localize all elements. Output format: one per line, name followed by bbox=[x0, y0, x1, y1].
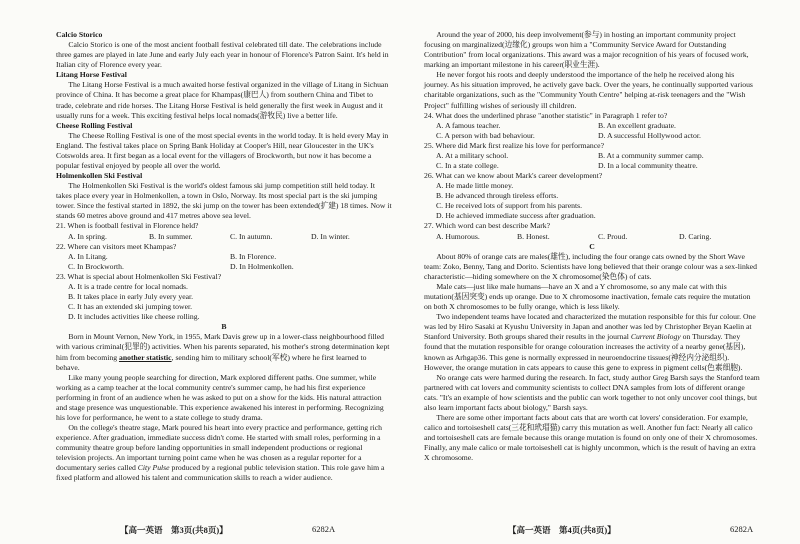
para-holmenkollen: The Holmenkollen Ski Festival is the world's oldest famous ski jump competition still held today. It takes place every year in Holmenkollen, a town in Oslo, Norway. Its most special part is the ski jumping tower. Since the festival started in 1892, the ski jump on the tower has been extended(扩建) 18 times. Now it stands 60 metres above ground and 417 metres above sea level. bbox=[56, 181, 392, 221]
heading-calcio: Calcio Storico bbox=[56, 30, 103, 39]
series-title: City Pulse bbox=[137, 463, 170, 473]
question-27-options bbox=[424, 232, 760, 242]
option: C. It has an extended ski jumping tower. bbox=[68, 302, 193, 312]
option: B. It takes place in early July every year. bbox=[68, 292, 194, 302]
option: A. A famous teacher. bbox=[436, 120, 501, 130]
question-22: 22. Where can visitors meet Khampas? bbox=[56, 241, 177, 251]
journal-title: Current Biology bbox=[630, 332, 681, 342]
option: A. He made little money. bbox=[436, 181, 514, 191]
option: D. In a local community theatre. bbox=[598, 161, 698, 171]
footer-code-left: 6282A bbox=[312, 524, 336, 534]
underlined-phrase: another statistic bbox=[118, 352, 172, 362]
question-22-options bbox=[56, 252, 392, 272]
para-b5: He never forgot his roots and deeply understood the importance of the help he received along his journey. As his situation improved, he actively gave back. Over the years, he continually supported various charitable organizations, such as the "Community Youth Centre" helping at-risk teenagers and the "Wish Project" fulfilling wishes of seriously ill children. bbox=[424, 70, 753, 110]
option: C. In autumn. bbox=[230, 231, 273, 241]
option: B. In Florence. bbox=[230, 251, 277, 261]
option: D. A successful Hollywood actor. bbox=[598, 130, 701, 140]
para-b4: Around the year of 2000, his deep involvement(参与) in hosting an important community project focusing on marginalized(边缘化) groups won him a "Community Service Award for Outstanding Contribution" from local organizations. This award was a major recognition of his years of focused work, marking an important milestone in his career(职业生涯). bbox=[424, 30, 749, 70]
para-b1: Born in Mount Vernon, New York, in 1955, Mark Davis grew up in a lower-class neighbourhood filled with various criminal(犯罪的) activities. When his parents separated, his mother's strong determination kept him from becoming another statistic, sending him to military school(军校) where he first learned to behave. bbox=[56, 332, 390, 372]
para-litang: The Litang Horse Festival is a much awaited horse festival organized in the village of Litang in Sichuan province of China. It has become a great place for Khampas(康巴人) from southern China and Tibet to trade, celebrate and ride horses. The Litang Horse Festival is held generally the first week in August and it usually runs for a week. This exciting festival helps local nomads(游牧民) live a better life. bbox=[56, 80, 389, 120]
option: A. Humorous. bbox=[436, 231, 480, 241]
section-b-heading: B bbox=[221, 322, 227, 332]
option: C. A person with bad behaviour. bbox=[436, 130, 535, 140]
option: B. At a community summer camp. bbox=[598, 150, 704, 160]
heading-holmenkollen: Holmenkollen Ski Festival bbox=[56, 171, 143, 181]
option: A. It is a trade centre for local nomads. bbox=[68, 281, 188, 291]
para-c1: About 80% of orange cats are males(雄性), including the four orange cats owned by the Short Wave team: Zoko, Benny, Tang and Dorito. Scientists have long believed that their orange colour was a sex-linked characteristic—hiding somewhere on the X chromosome(染色体) of cats. bbox=[424, 251, 757, 281]
right-column bbox=[424, 30, 760, 463]
para-b3: On the college's theatre stage, Mark poured his heart into every practice and performance, getting rich experience. After graduation, immediate success didn't come. He started with small roles, performing in a community theatre group before landing opportunities in small independent productions or regional television projects. An important turning point came when he was chosen as a regular reporter for a documentary series called City Pulse produced by a regional public television station. This role gave him a fixed platform and allowed his talent and communication skills to reach a wider audience. bbox=[56, 423, 385, 483]
option: A. In Litang. bbox=[68, 251, 108, 261]
question-26-options bbox=[424, 181, 760, 221]
option: B. In summer. bbox=[149, 231, 193, 241]
para-calcio: Calcio Storico is one of the most ancient football festival celebrated till date. The celebrations include three games are played in late June and early July each year in honour of Florence's Patron Saint. It's held in Italian city of Florence every year. bbox=[56, 40, 389, 70]
question-21: 21. When is football festival in Florence held? bbox=[56, 221, 199, 231]
heading-litang: Litang Horse Festival bbox=[56, 70, 127, 80]
para-b2: Like many young people searching for direction, Mark explored different paths. One summer, while working as a camp teacher at the local community centre's summer camp, he had his first experience performing in front of an audience when he was asked to put on a show for the kids. His natural attraction and stage presence was unquestionable. This experience awakened his interest in performing. Recognizing his love for performance, he went to a state college to study drama. bbox=[56, 372, 384, 422]
para-c5: There are some other important facts about cats that are worth cat lovers' consideration. For example, calico and tortoiseshell cats(三花和玳瑁猫) carry this mutation as well. Another fun fact: Nearly all calico and tortoiseshell cats are female because this orange mutation is found on only one of their X chromosomes. Finally, any male calico or male tortoiseshell cat is highly uncommon, which is the result of having an extra X chromosome. bbox=[424, 412, 758, 463]
option: D. In Holmenkollen. bbox=[230, 261, 294, 271]
question-23: 23. What is special about Holmenkollen Ski Festival? bbox=[56, 271, 222, 281]
option: B. Honest. bbox=[517, 231, 550, 241]
option: C. In Brockworth. bbox=[68, 261, 124, 271]
option: C. Proud. bbox=[598, 231, 628, 241]
footer-page-label-right: 【高一英语 第4页(共8页)】 bbox=[508, 525, 616, 535]
question-25-options bbox=[424, 151, 760, 171]
footer-page-label-left: 【高一英语 第3页(共8页)】 bbox=[120, 525, 228, 535]
para-c3: Two independent teams have located and characterized the mutation responsible for this fur colour. One was led by Hiro Sasaki at Kyushu University in Japan and another was led by Christopher Bryan Kaelin at Stanford University. Both groups shared their results in the journal Current Biology on Thursday. They found that the mutation responsible for orange colouration increases the activity of a nearby gene(基因), known as Arhgap36. This gene is normally expressed in neuroendocrine tissues(神经内分泌组织). However, the orange mutation in cats appears to cause this gene to express in pigment cells(色素细胞). bbox=[424, 312, 756, 372]
option: B. He advanced through tireless efforts. bbox=[436, 191, 559, 201]
option: A. In spring. bbox=[68, 231, 107, 241]
option: D. Caring. bbox=[679, 231, 712, 241]
question-23-options bbox=[56, 282, 392, 322]
option: A. At a military school. bbox=[436, 150, 509, 160]
para-c2: Male cats—just like male humans—have an X and a Y chromosome, so any male cat with this mutation(基因突变) ends up orange. Due to X chromosome inactivation, female cats require the mutation on both X chromosomes to be fully orange, which is less likely. bbox=[424, 281, 751, 312]
option: C. In a state college. bbox=[436, 161, 499, 171]
footer-code-right: 6282A bbox=[730, 524, 754, 534]
question-27: 27. Which word can best describe Mark? bbox=[424, 221, 551, 231]
option: B. An excellent graduate. bbox=[598, 120, 676, 130]
option: C. He received lots of support from his parents. bbox=[436, 201, 583, 211]
question-25: 25. Where did Mark first realize his love for performance? bbox=[424, 140, 605, 150]
left-column bbox=[56, 30, 392, 484]
para-c4: No orange cats were harmed during the research. In fact, study author Greg Barsh says the Stanford team partnered with cat lovers and community scientists to collect DNA samples from lots of different orange cats. "It's an example of how scientists and the public can work together to not only uncover cool things, but also learn important facts about biology," Barsh says. bbox=[424, 372, 760, 412]
option: D. He achieved immediate success after graduation. bbox=[436, 211, 596, 221]
option: D. In winter. bbox=[311, 231, 350, 241]
option: D. It includes activities like cheese rolling. bbox=[68, 312, 200, 322]
question-24-options bbox=[424, 121, 760, 141]
question-21-options bbox=[56, 232, 392, 242]
question-26: 26. What can we know about Mark's career development? bbox=[424, 171, 603, 181]
section-c-heading: C bbox=[589, 241, 595, 251]
para-cheese: The Cheese Rolling Festival is one of the most special events in the world today. It is held every May in England. The festival takes place on Spring Bank Holiday at Cooper's Hill, near Gloucester in the UK's Cotswolds area. It first began as a local event for the villagers of Brockworth, but now it has become a popular festival enjoyed by people all over the world. bbox=[56, 130, 389, 171]
heading-cheese: Cheese Rolling Festival bbox=[56, 120, 133, 130]
question-24: 24. What does the underlined phrase "another statistic" in Paragraph 1 refer to? bbox=[424, 110, 668, 120]
